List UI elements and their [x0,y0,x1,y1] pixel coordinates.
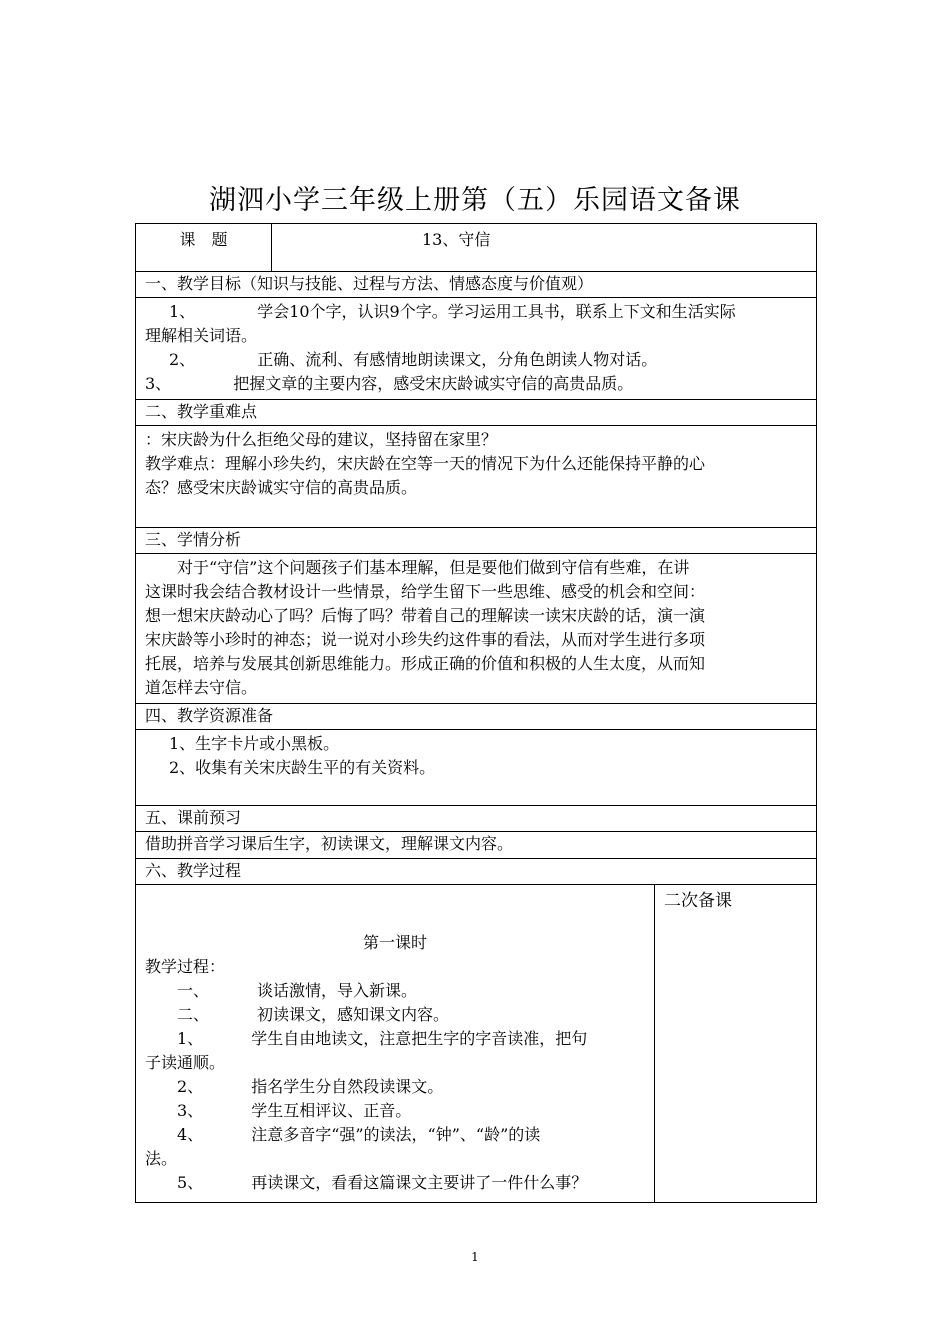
page-number: 1 [471,1250,479,1264]
key-point-line: 态？感受宋庆龄诚实守信的高贵品质。 [145,478,418,497]
analysis-line: 这课时我会结合教材设计一些情景，给学生留下一些思维、感受的机会和空间： [145,582,706,601]
process-substep: 2、 指名学生分自然段读课文。 [177,1077,444,1096]
process-intro: 教学过程： [145,957,226,976]
objective-item: 2、 正确、流利、有感情地朗读课文，分角色朗读人物对话。 [169,350,658,369]
process-body [136,885,655,1203]
analysis-heading: 三、学情分析 [136,528,817,554]
process-substep: 4、 注意多音字“强”的读法，“钟”、“龄”的读 [177,1125,541,1144]
analysis-line: 想一想宋庆龄动心了吗？后悔了吗？带着自己的理解读一读宋庆龄的话，演一演 [145,606,706,625]
key-point-line: 教学难点：理解小珍失约，宋庆龄在空等一天的情况下为什么还能保持平静的心 [145,454,706,473]
resource-line: 2、收集有关宋庆龄生平的有关资料。 [169,758,436,777]
preview-body: 借助拼音学习课后生字，初读课文，理解课文内容。 [136,832,817,859]
process-step: 一、 谈话激情，导入新课。 [177,981,418,1000]
key-points-heading: 二、教学重难点 [136,400,817,426]
process-heading: 六、教学过程 [136,859,817,885]
process-substep: 1、 学生自由地读文，注意把生字的字音读准，把句 [177,1029,588,1048]
analysis-line: 道怎样去守信。 [145,678,258,697]
lesson-row [136,224,817,272]
objective-item: 1、 学会10个字，认识9个字。学习运用工具书，联系上下文和生活实际 [169,302,736,321]
resources-body [136,730,817,806]
key-points-body [136,426,817,528]
lesson-value: 13、守信 [272,224,817,272]
lesson-period-title: 第一课时 [362,933,427,952]
preview-heading: 五、课前预习 [136,806,817,832]
lesson-label: 课 题 [136,224,272,272]
resource-line: 1、生字卡片或小黑板。 [169,734,340,753]
objective-item-cont: 理解相关词语。 [145,326,258,345]
analysis-line: 宋庆龄等小珍时的神态；说一说对小珍失约这件事的看法，从而对学生进行多项 [145,630,706,649]
objectives-heading: 一、教学目标（知识与技能、过程与方法、情感态度与价值观） [136,272,817,298]
second-preparation-column: 二次备课 [655,885,817,1203]
page-title: 湖泗小学三年级上册第（五）乐园语文备课 [209,185,741,216]
objective-item: 3、 把握文章的主要内容，感受宋庆龄诚实守信的高贵品质。 [145,374,634,393]
key-point-line: ：宋庆龄为什么拒绝父母的建议，坚持留在家里？ [145,430,498,449]
process-step: 二、 初读课文，感知课文内容。 [177,1005,450,1024]
analysis-line: 托展，培养与发展其创新思维能力。形成正确的价值和积极的人生太度，从而知 [145,654,706,673]
lesson-plan-table [135,223,817,1203]
analysis-line: 对于“守信”这个问题孩子们基本理解，但是要他们做到守信有些难，在讲 [177,558,690,577]
process-substep: 3、 学生互相评议、正音。 [177,1101,412,1120]
process-substep: 5、 再读课文，看看这篇课文主要讲了一件什么事？ [177,1173,588,1192]
process-substep-cont: 子读通顺。 [145,1053,226,1072]
process-substep-cont: 法。 [145,1149,178,1168]
objectives-body [136,298,817,400]
analysis-body [136,554,817,704]
resources-heading: 四、教学资源准备 [136,704,817,730]
